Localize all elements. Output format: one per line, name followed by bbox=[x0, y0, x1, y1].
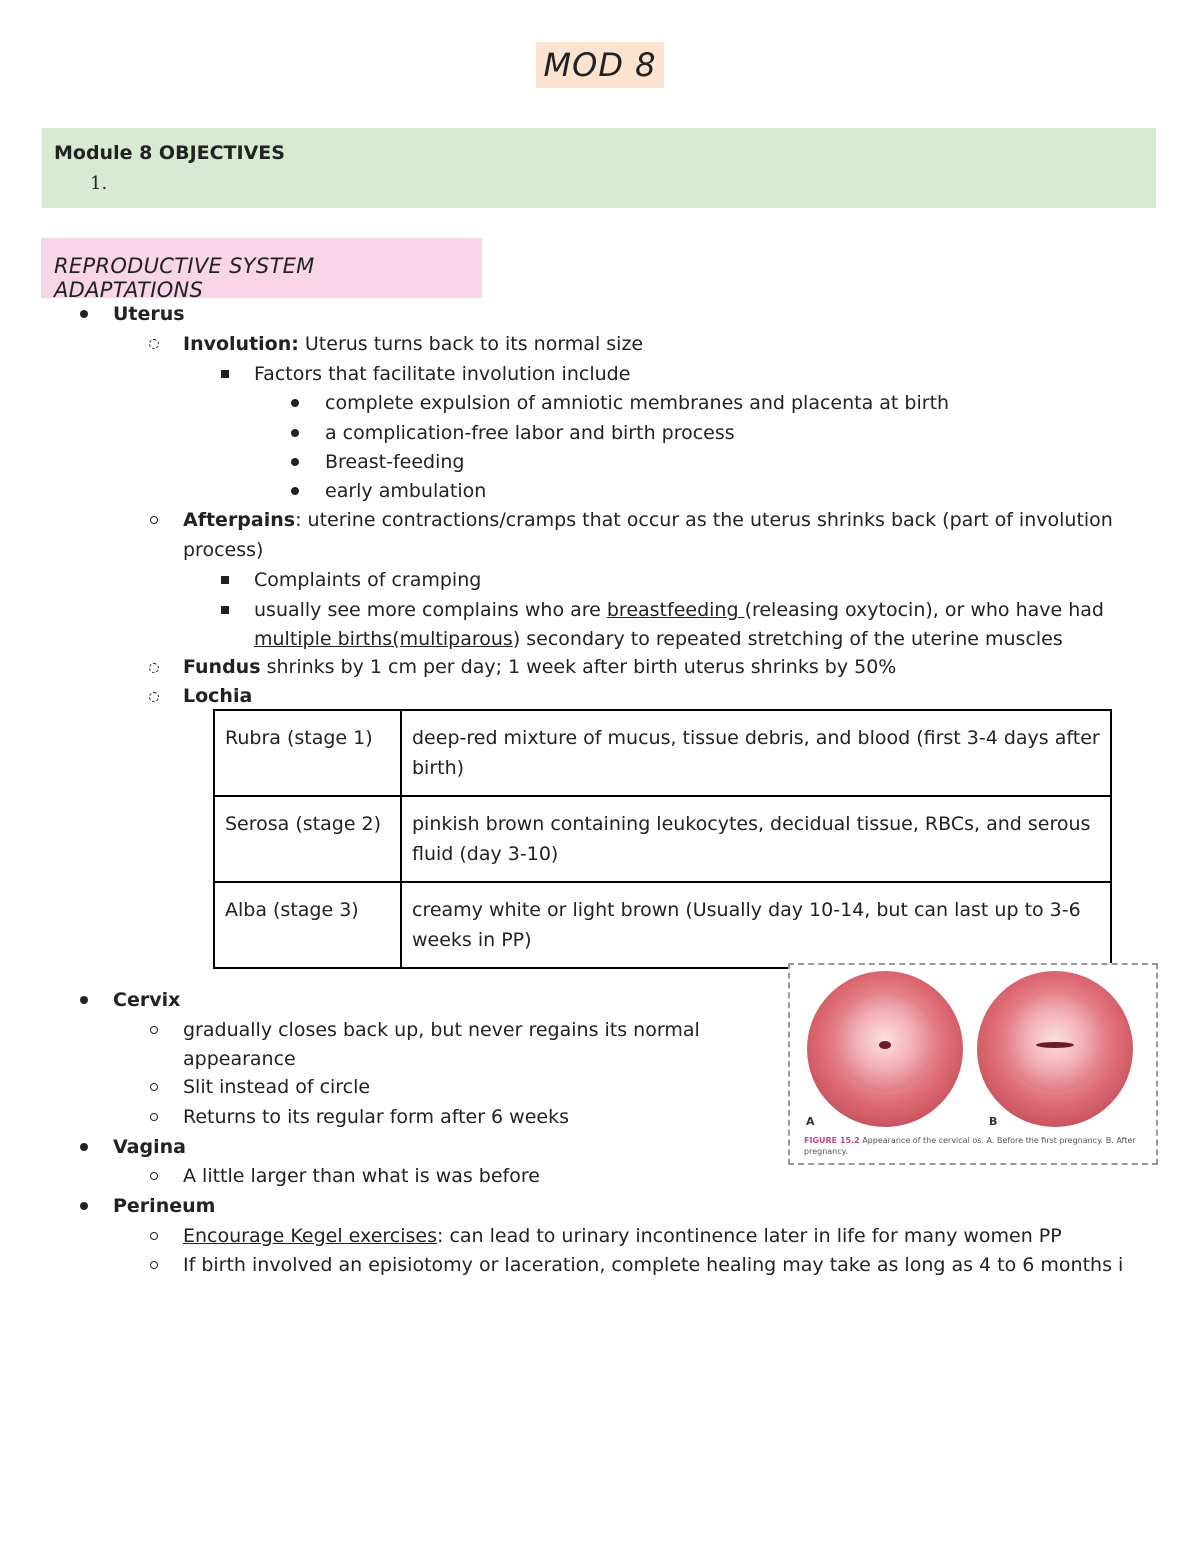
bullet-dot-icon bbox=[80, 1143, 88, 1151]
afterpains-sub-1: Complaints of cramping bbox=[254, 569, 482, 591]
lochia-term: Lochia bbox=[183, 685, 253, 707]
involution-term: Involution: bbox=[183, 333, 299, 355]
lochia-table bbox=[213, 709, 1112, 969]
bullet-circle-icon bbox=[150, 1113, 158, 1121]
bullet-dot-icon bbox=[80, 310, 88, 318]
bullet-dot-icon bbox=[291, 429, 299, 437]
bullet-dot-icon bbox=[80, 996, 88, 1004]
factor-item: early ambulation bbox=[325, 480, 487, 502]
bullet-dot-icon bbox=[291, 458, 299, 466]
table-cell-desc: creamy white or light brown (Usually day 10-14, but can last up to 3-6 weeks in PP) bbox=[401, 882, 1111, 968]
bullet-circle-icon bbox=[150, 516, 158, 524]
afterpains-sub-2-pre: usually see more complains who are bbox=[254, 599, 607, 621]
factors-intro: Factors that facilitate involution include bbox=[254, 363, 631, 385]
breastfeeding-link[interactable]: breastfeeding bbox=[606, 599, 745, 621]
afterpains-sub-2 bbox=[254, 598, 1104, 622]
table-cell-stage: Serosa (stage 2) bbox=[214, 796, 401, 882]
figure-caption-text: Appearance of the cervical os. A. Before the first pregnancy. B. After pregnancy. bbox=[804, 1136, 1136, 1156]
cervix-figure bbox=[788, 963, 1158, 1165]
multiparous-link[interactable]: multiple births(multiparous bbox=[254, 628, 513, 650]
factor-item: complete expulsion of amniotic membranes and placenta at birth bbox=[325, 392, 950, 414]
figure-caption-number: FIGURE 15.2 bbox=[804, 1136, 860, 1145]
table-cell-stage: Alba (stage 3) bbox=[214, 882, 401, 968]
title-wrap bbox=[0, 42, 1200, 88]
afterpains-term: Afterpains bbox=[183, 509, 296, 531]
afterpains-text: : uterine contractions/cramps that occur as the uterus shrinks back (part of involution bbox=[295, 509, 1113, 531]
afterpains-text-cont: process) bbox=[183, 539, 264, 561]
factor-item: Breast-feeding bbox=[325, 451, 465, 473]
table-row bbox=[214, 882, 1111, 968]
perineum-label: Perineum bbox=[113, 1195, 216, 1217]
kegel-link[interactable]: Encourage Kegel exercises bbox=[183, 1225, 437, 1247]
bullet-square-icon bbox=[221, 370, 229, 378]
table-cell-stage: Rubra (stage 1) bbox=[214, 710, 401, 796]
bullet-dot-icon bbox=[80, 1202, 88, 1210]
table-cell-desc: deep-red mixture of mucus, tissue debris, and blood (first 3-4 days after birth) bbox=[401, 710, 1111, 796]
bullet-circle-icon bbox=[150, 1026, 158, 1034]
bullet-circle-icon bbox=[150, 1261, 158, 1269]
vagina-label: Vagina bbox=[113, 1136, 186, 1158]
bullet-circle-icon bbox=[150, 1232, 158, 1240]
bullet-circle-icon bbox=[150, 1083, 158, 1091]
table-row bbox=[214, 710, 1111, 796]
factor-item: a complication-free labor and birth process bbox=[325, 422, 735, 444]
section-heading: REPRODUCTIVE SYSTEM ADAPTATIONS bbox=[41, 238, 482, 298]
objectives-heading: Module 8 OBJECTIVES bbox=[54, 142, 285, 164]
afterpains-sub-2-mid: (releasing oxytocin), or who have had bbox=[744, 599, 1104, 621]
bullet-square-icon bbox=[221, 606, 229, 614]
table-row bbox=[214, 796, 1111, 882]
bullet-circle-icon bbox=[149, 663, 159, 673]
bullet-dot-icon bbox=[291, 399, 299, 407]
bullet-dot-icon bbox=[291, 487, 299, 495]
bullet-circle-icon bbox=[149, 339, 159, 349]
cervix-item: gradually closes back up, but never regains its normal bbox=[183, 1019, 700, 1041]
fundus-term: Fundus bbox=[183, 656, 261, 678]
fundus-text: shrinks by 1 cm per day; 1 week after birth uterus shrinks by 50% bbox=[260, 656, 897, 678]
kegel-line bbox=[183, 1224, 1062, 1248]
involution-text: Uterus turns back to its normal size bbox=[298, 333, 644, 355]
cervix-item: Returns to its regular form after 6 weeks bbox=[183, 1106, 570, 1128]
objectives-box bbox=[42, 128, 1156, 208]
cervix-item: Slit instead of circle bbox=[183, 1076, 371, 1098]
afterpains-line bbox=[183, 508, 1113, 532]
afterpains-sub-2-cont bbox=[254, 627, 1063, 651]
bullet-circle-icon bbox=[150, 1172, 158, 1180]
figure-caption bbox=[804, 1135, 1144, 1157]
figure-label-a: A bbox=[806, 1115, 815, 1128]
bullet-circle-icon bbox=[149, 692, 159, 702]
episiotomy-line: If birth involved an episiotomy or laceration, complete healing may take as long as 4 to 6 months i bbox=[183, 1254, 1124, 1276]
figure-label-b: B bbox=[989, 1115, 998, 1128]
uterus-label: Uterus bbox=[113, 303, 185, 325]
page-title: MOD 8 bbox=[536, 42, 665, 88]
involution-line bbox=[183, 332, 643, 356]
afterpains-sub-2-post: ) secondary to repeated stretching of the uterine muscles bbox=[512, 628, 1063, 650]
cervix-item-cont: appearance bbox=[183, 1048, 296, 1070]
bullet-square-icon bbox=[221, 576, 229, 584]
cervix-label: Cervix bbox=[113, 989, 181, 1011]
objective-number: 1. bbox=[90, 173, 108, 194]
fundus-line bbox=[183, 655, 896, 679]
cervical-os-illustration bbox=[790, 965, 1156, 1163]
kegel-text: : can lead to urinary incontinence later in life for many women PP bbox=[437, 1225, 1062, 1247]
table-cell-desc: pinkish brown containing leukocytes, decidual tissue, RBCs, and serous fluid (day 3-10) bbox=[401, 796, 1111, 882]
vagina-item: A little larger than what is was before bbox=[183, 1165, 540, 1187]
